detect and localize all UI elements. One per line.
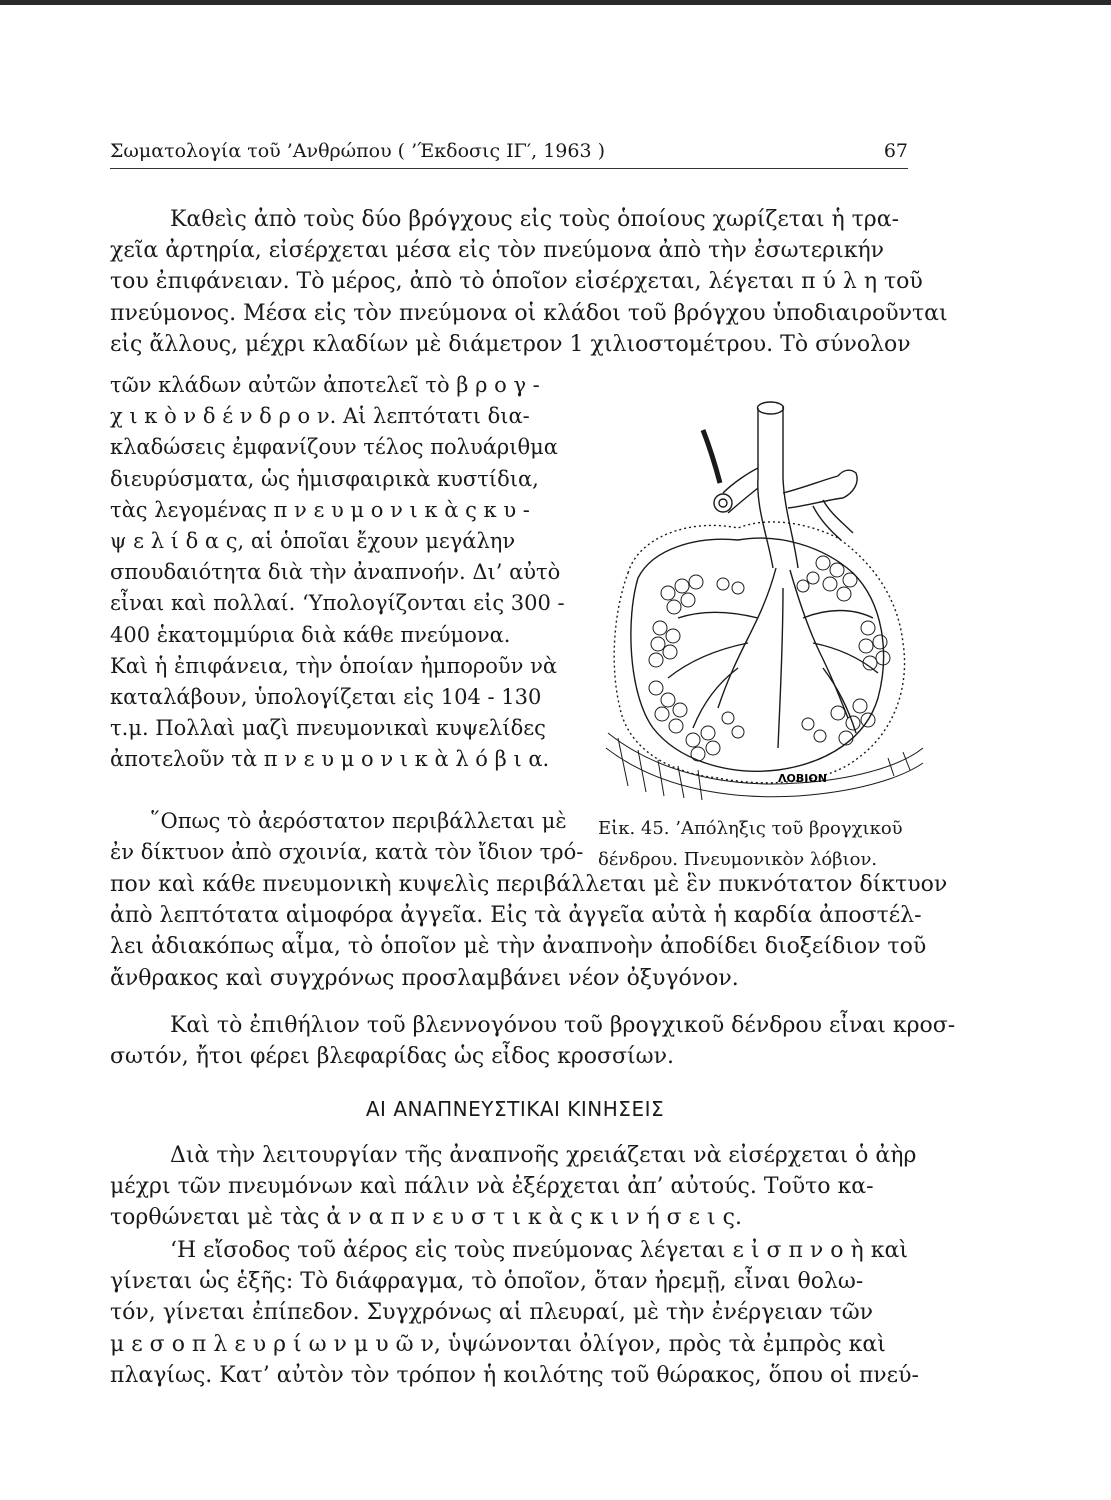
text-line: σωτόν, ἤτοι φέρει βλεφαρίδας ὡς εἶδος κροσσίων. [110, 1044, 674, 1070]
text-line: κλαδώσεις ἐμφανίζουν τέλος πολυάριθμα [110, 435, 558, 460]
text-line: χ ι κ ὸ ν δ έ ν δ ρ ο ν. Αἱ λεπτότατι δια- [110, 404, 530, 429]
figure-caption [598, 813, 928, 875]
text-line: τορθώνεται μὲ τὰς ἀ ν α π ν ε υ σ τ ι κ ὰ ς κ ι ν ή σ ε ι ς. [110, 1205, 742, 1231]
figure-lung-lobule [598, 388, 928, 808]
text-line: εἰς ἄλλους, μέχρι κλαδίων μὲ διάμετρον 1 χιλιοστομέτρου. Τὸ σύνολον [110, 331, 911, 357]
running-header [110, 136, 908, 169]
text-line: μέχρι τῶν πνευμόνων καὶ πάλιν νὰ ἐξέρχεται ἀπ’ αὐτούς. Τοῦτο κα- [110, 1174, 874, 1200]
paragraph-4 [110, 1140, 922, 1234]
text-line: ἀπὸ λεπτότατα αἱμοφόρα ἀγγεῖα. Εἰς τὰ ἀγγεῖα αὐτὰ ἡ καρδία ἀποστέλ- [110, 903, 922, 929]
page-number: 67 [883, 140, 908, 162]
text-line: πον καὶ κάθε πνευμονικὴ κυψελὶς περιβάλλεται μὲ ἓν πυκνότατον δίκτυον [110, 872, 948, 897]
text-line: του ἐπιφάνειαν. Τὸ μέρος, ἀπὸ τὸ ὁποῖον εἰσέρχεται, λέγεται π ύ λ η τοῦ [110, 269, 923, 295]
paragraph-3 [110, 1010, 956, 1072]
lung-lobule-illustration [598, 388, 928, 808]
text-line: Διὰ τὴν λειτουργίαν τῆς ἀναπνοῆς χρειάζεται νὰ εἰσέρχεται ὁ ἀὴρ [170, 1143, 917, 1168]
text-line: ‘Η εἴσοδος τοῦ ἀέρος εἰς τοὺς πνεύμονας λέγεται ε ἰ σ π ν ο ὴ καὶ [170, 1238, 908, 1263]
scan-top-edge [0, 0, 1111, 5]
paragraph-2-full [110, 869, 948, 994]
text-line: 400 ἑκατομμύρια διὰ κάθε πνεύμονα. [110, 622, 511, 647]
text-line: μ ε σ ο π λ ε υ ρ ί ω ν μ υ ῶ ν, ὑψώνονται ὀλίγον, πρὸς τὰ ἐμπρὸς καὶ [110, 1331, 886, 1357]
text-line: Καθεὶς ἀπὸ τοὺς δύο βρόγχους εἰς τοὺς ὁποίους χωρίζεται ἡ τρα- [170, 207, 900, 232]
text-line: τόν, γίνεται ἐπίπεδον. Συγχρόνως αἱ πλευραί, μὲ τὴν ἐνέργειαν τῶν [110, 1300, 874, 1326]
paragraph-2-narrow [110, 806, 598, 868]
paragraph-5 [110, 1235, 922, 1391]
text-line: Καὶ τὸ ἐπιθήλιον τοῦ βλεννογόνου τοῦ βρογχικοῦ δένδρου εἶναι κροσ- [170, 1013, 956, 1038]
text-line: γίνεται ὡς ἑξῆς: Τὸ διάφραγμα, τὸ ὁποῖον, ὅταν ἠρεμῇ, εἶναι θολω- [110, 1269, 864, 1295]
text-line: Καὶ ἡ ἐπιφάνεια, τὴν ὁποίαν ἠμποροῦν νὰ [110, 653, 558, 678]
text-line: εἶναι καὶ πολλαί. ‘Υπολογίζονται εἰς 300 - [110, 591, 565, 616]
section-heading: ΑΙ ΑΝΑΠΝΕΥΣΤΙΚΑΙ ΚΙΝΗΣΕΙΣ [365, 1097, 665, 1121]
text-line: σπουδαιότητα διὰ τὴν ἀναπνοήν. Δι’ αὐτὸ [110, 560, 561, 585]
text-line: πνεύμονος. Μέσα εἰς τὸν πνεύμονα οἱ κλάδοι τοῦ βρόγχου ὑποδιαιροῦνται [110, 300, 948, 326]
text-line: ἀποτελοῦν τὰ π ν ε υ μ ο ν ι κ ὰ λ ό β ι α. [110, 747, 550, 772]
text-line: καταλάβουν, ὑπολογίζεται εἰς 104 - 130 [110, 685, 542, 710]
figure-label: ΛΟΒΙΟΝ [778, 772, 827, 785]
text-line: ψ ε λ ί δ α ς, αἱ ὁποῖαι ἔχουν μεγάλην [110, 529, 516, 554]
text-line: τ.μ. Πολλαὶ μαζὶ πνευμονικαὶ κυψελίδες [110, 716, 546, 741]
text-line: ἐν δίκτυον ἀπὸ σχοινία, κατὰ τὸν ἴδιον τρό- [110, 840, 584, 865]
caption-line: δένδρου. Πνευμονικὸν λόβιον. [598, 849, 878, 870]
paragraph-1-narrow [110, 370, 598, 776]
header-title: Σωματολογία τοῦ ’Ανθρώπου ( ’Έκδοσις ΙΓ′, 1963 ) [110, 140, 606, 162]
text-line: λει ἀδιακόπως αἷμα, τὸ ὁποῖον μὲ τὴν ἀναπνοὴν ἀποδίδει διοξείδιον τοῦ [110, 934, 927, 960]
text-line: ῞Οπως τὸ ἀερόστατον περιβάλλεται μὲ [150, 809, 567, 833]
paragraph-1-full [110, 204, 948, 360]
text-line: πλαγίως. Κατ’ αὐτὸν τὸν τρόπον ἡ κοιλότης τοῦ θώρακος, ὅπου οἱ πνεύ- [110, 1362, 919, 1388]
text-line: χεῖα ἀρτηρία, εἰσέρχεται μέσα εἰς τὸν πνεύμονα ἀπὸ τὴν ἐσωτερικήν [110, 238, 885, 264]
text-line: τῶν κλάδων αὐτῶν ἀποτελεῖ τὸ β ρ ο γ - [110, 373, 540, 397]
text-line: ἄνθρακος καὶ συγχρόνως προσλαμβάνει νέον ὀξυγόνον. [110, 965, 739, 991]
text-line: τὰς λεγομένας π ν ε υ μ ο ν ι κ ὰ ς κ υ - [110, 497, 530, 522]
text-line: διευρύσματα, ὡς ἡμισφαιρικὰ κυστίδια, [110, 466, 539, 491]
caption-line: Εἰκ. 45. ’Απόληξις τοῦ βρογχικοῦ [598, 818, 903, 839]
